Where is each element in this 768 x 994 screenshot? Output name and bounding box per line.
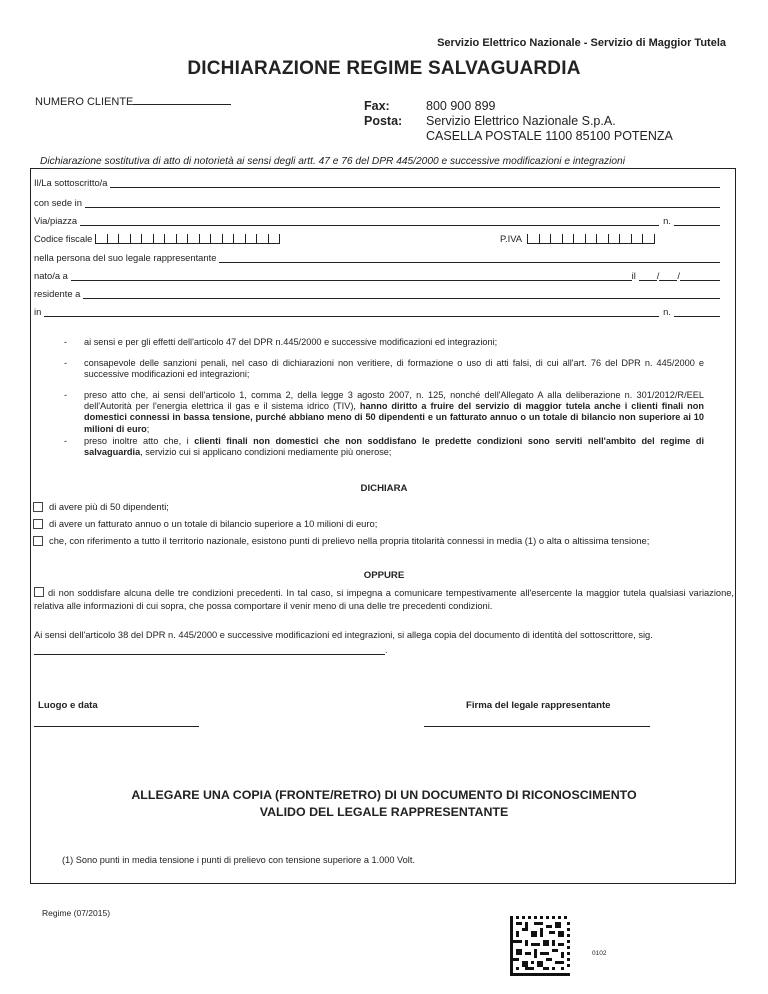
- codice-fiscale-field[interactable]: [34, 233, 280, 244]
- subtitle: Dichiarazione sostitutiva di atto di notorietà ai sensi degli artt. 47 e 76 del DPR 445/2000 e successive modificazioni e integrazioni: [40, 156, 625, 167]
- bullet-4-text: preso inoltre atto che, i clienti finali non domestici che non soddisfano le predette condizioni sono serviti nell'ambito del regime di salvaguardia, servizio cui si applicano condizioni mediamente più onerose;: [84, 436, 704, 458]
- checkbox-icon[interactable]: [33, 536, 43, 546]
- sottoscritto-field[interactable]: [34, 177, 720, 188]
- persona-field[interactable]: [34, 252, 720, 263]
- in-label: in: [34, 306, 42, 317]
- footnote: (1) Sono punti in media tensione i punti di prelievo con tensione superiore a 1.000 Volt.: [62, 855, 415, 865]
- fax-value: 800 900 899: [426, 99, 496, 113]
- firma-line[interactable]: [424, 726, 650, 727]
- in-field[interactable]: [34, 306, 720, 317]
- numero-cliente-field[interactable]: [35, 95, 231, 108]
- numero-cliente-line[interactable]: [133, 95, 231, 105]
- il-label: il: [631, 270, 636, 281]
- via-line[interactable]: [80, 217, 659, 226]
- sottoscritto-line[interactable]: [110, 179, 720, 188]
- nato-label: nato/a a: [34, 270, 68, 281]
- residente-field[interactable]: [34, 288, 720, 299]
- codice-fiscale-label: Codice fiscale: [34, 233, 93, 244]
- luogo-data-label: Luogo e data: [38, 700, 98, 711]
- residente-line[interactable]: [83, 290, 720, 299]
- nato-field[interactable]: nato/a a il / /: [34, 270, 720, 281]
- codice-fiscale-cells[interactable]: [95, 234, 280, 244]
- articolo-38-text: Ai sensi dell'articolo 38 del DPR n. 445/2000 e successive modificazioni ed integrazioni, si allega copia del documento di identità del sottoscrittore, sig.: [34, 630, 653, 640]
- persona-line[interactable]: [219, 254, 720, 263]
- sottoscritto-label: Il/La sottoscritto/a: [34, 177, 108, 188]
- in-n-label: n.: [663, 306, 671, 317]
- header-service-name: Servizio Elettrico Nazionale - Servizio di Maggior Tutela: [437, 37, 726, 49]
- posta-line1: Servizio Elettrico Nazionale S.p.A.: [426, 114, 616, 128]
- oppure-heading: OPPURE: [363, 570, 405, 581]
- date-month[interactable]: [659, 272, 677, 281]
- oppure-check-item[interactable]: di non soddisfare alcuna delle tre condizioni precedenti. In tal caso, si impegna a comunicare tempestivamente all'esercente la maggior tutela qualsiasi variazione, relativa alle informazioni di cui sopra, che possa comportare il venir meno di una delle tre precedenti condizioni.: [34, 588, 734, 611]
- nato-line[interactable]: [71, 272, 632, 281]
- persona-label: nella persona del suo legale rappresentante: [34, 252, 217, 263]
- datamatrix-code-icon: [510, 916, 570, 976]
- numero-cliente-label: NUMERO CLIENTE: [35, 96, 134, 108]
- posta-line2: CASELLA POSTALE 1100 85100 POTENZA: [426, 129, 673, 143]
- posta-label: Posta:: [364, 114, 403, 128]
- sede-field[interactable]: [34, 197, 720, 208]
- checkbox-icon[interactable]: [33, 502, 43, 512]
- form-code: 0102: [592, 950, 607, 957]
- bullet-2-text: consapevole delle sanzioni penali, nel caso di dichiarazioni non veritiere, di formazione o uso di atti falsi, di cui all'art. 76 del DPR n. 445/2000 e successive modificazioni ed integrazioni;: [84, 358, 704, 380]
- allegare-line-1: ALLEGARE UNA COPIA (FRONTE/RETRO) DI UN DOCUMENTO DI RICONOSCIMENTO: [131, 788, 637, 802]
- documento-sig-line[interactable]: [34, 646, 385, 655]
- in-line[interactable]: [44, 308, 659, 317]
- bullet-1-text: ai sensi e per gli effetti dell'articolo 47 del DPR n.445/2000 e successive modificazioni ed integrazioni;: [84, 337, 498, 347]
- check-item-1[interactable]: di avere più di 50 dipendenti;: [33, 501, 169, 512]
- firma-label: Firma del legale rappresentante: [466, 700, 611, 711]
- date-day[interactable]: [639, 272, 657, 281]
- via-n-line[interactable]: [674, 217, 720, 226]
- bullet-3-text: preso atto che, ai sensi dell'articolo 1, comma 2, della legge 3 agosto 2007, n. 125, nonché dell'Allegato A alla deliberazione n. 301/2012/R/EEL dell'Autorità per l'energia elettrica il gas e il sistema idrico (TIV), hanno diritto a fruire del servizio di maggior tutela anche i clienti finali non domestici connessi in bassa tensione, purché abbiano meno di 50 dipendenti e un fatturato annuo o un totale di bilancio non superiore ai 10 milioni di euro;: [84, 390, 704, 434]
- in-n-line[interactable]: [674, 308, 720, 317]
- check-item-3[interactable]: che, con riferimento a tutto il territorio nazionale, esistono punti di prelievo nella propria titolarità connessi in media (1) o alta o altissima tensione;: [33, 535, 649, 546]
- regime-version: Regime (07/2015): [42, 908, 111, 918]
- allegare-line-2: VALIDO DEL LEGALE RAPPRESENTANTE: [259, 805, 509, 819]
- sede-label: con sede in: [34, 197, 82, 208]
- check-item-2[interactable]: di avere un fatturato annuo o un totale di bilancio superiore a 10 milioni di euro;: [33, 518, 377, 529]
- piva-cells[interactable]: [527, 234, 655, 244]
- checkbox-icon[interactable]: [33, 519, 43, 529]
- document-title: DICHIARAZIONE REGIME SALVAGUARDIA: [187, 58, 581, 79]
- via-n-label: n.: [663, 215, 671, 226]
- contact-block: [364, 99, 673, 144]
- dichiara-heading: DICHIARA: [360, 483, 408, 494]
- sede-line[interactable]: [85, 199, 720, 208]
- piva-field[interactable]: [500, 233, 655, 244]
- luogo-data-line[interactable]: [34, 726, 199, 727]
- piva-label: P.IVA: [500, 233, 523, 244]
- checkbox-icon[interactable]: [34, 587, 44, 597]
- via-label: Via/piazza: [34, 215, 78, 226]
- residente-label: residente a: [34, 288, 81, 299]
- fax-label: Fax:: [364, 99, 390, 113]
- date-year[interactable]: [680, 272, 720, 281]
- via-field[interactable]: [34, 215, 720, 226]
